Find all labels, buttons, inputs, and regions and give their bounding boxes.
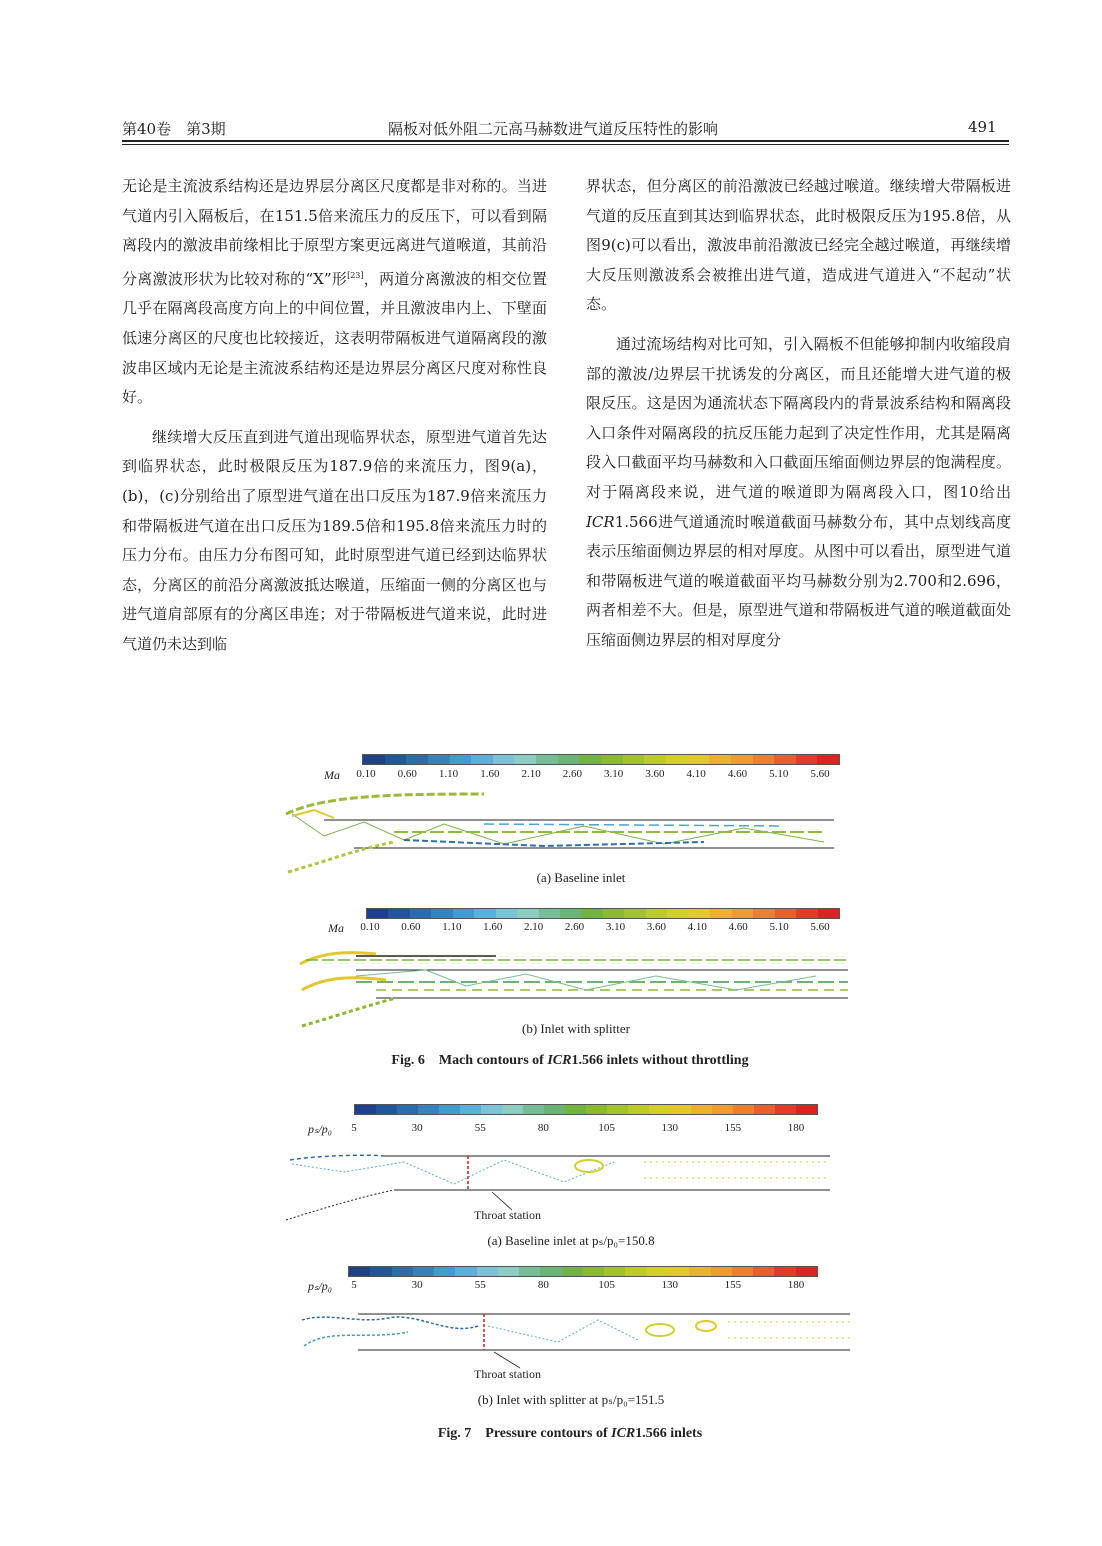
tick-label: 55 [474, 1122, 486, 1134]
header-rule-thick [122, 140, 1009, 142]
tick-label: 30 [411, 1122, 423, 1134]
colorbar-swatch [565, 1105, 586, 1114]
tick-label: 1.60 [480, 768, 500, 780]
tick-label: 80 [537, 1279, 549, 1291]
colorbar-swatch [603, 909, 624, 918]
colorbar-swatch [376, 1105, 397, 1114]
colorbar-swatch [625, 1267, 646, 1276]
colorbar-swatch [817, 755, 839, 764]
running-title: 隔板对低外阻二元高马赫数进气道反压特性的影响 [388, 120, 719, 138]
tick-label: 1.60 [483, 921, 503, 933]
tick-label: 0.10 [356, 768, 376, 780]
tick-label: 2.60 [564, 921, 585, 933]
colorbar-swatch [623, 755, 645, 764]
tick-label: 80 [537, 1122, 549, 1134]
tick-label: 4.10 [687, 921, 707, 933]
throat-label-b: Throat station [474, 1367, 541, 1381]
left-paragraph-1: 无论是主流波系结构还是边界层分离区尺度都是非对称的。当进气道内引入隔板后，在151.5倍来流压力的反压下，可以看到隔离段内的激波串前缘相比于原型方案更远离进气道喉道，其前沿分离激波形状为比较对称的“X”形[23]，两道分离激波的相交位置几乎在隔离段高度方向上的中间位置，并且激波串内上、下壁面低速分离区的尺度也比较接近，这表明带隔板进气道隔离段的激波串区域内无论是主流波系结构还是边界层分离区尺度对称性良好。 [122, 177, 547, 407]
colorbar-swatch [796, 1105, 817, 1114]
journal-volume: 第40卷 第3期 [122, 120, 226, 138]
colorbar-swatch [536, 755, 558, 764]
colorbar-swatch [544, 1105, 565, 1114]
colorbar-swatch [406, 755, 428, 764]
tick-label: 2.10 [524, 921, 544, 933]
tick-label: 4.10 [686, 768, 706, 780]
fig7-caption: Fig. 7 Pressure contours of ICR1.566 inlets [437, 1426, 703, 1441]
mach-label-a: Ma [324, 768, 340, 782]
page-number: 491 [968, 118, 997, 136]
colorbar-swatch [418, 1105, 439, 1114]
colorbar-swatch [711, 1267, 732, 1276]
tick-label: 1.10 [438, 768, 459, 780]
colorbar-swatch [628, 1105, 649, 1114]
colorbar-swatch [644, 755, 666, 764]
colorbar-swatch [558, 755, 580, 764]
pressure-colorbar-a [354, 1104, 818, 1115]
colorbar-swatch [688, 755, 710, 764]
colorbar-swatch [439, 1105, 460, 1114]
colorbar-swatch [753, 909, 774, 918]
colorbar-swatch [579, 755, 601, 764]
tick-label: 3.60 [645, 768, 665, 780]
colorbar-swatch [775, 909, 796, 918]
pressure-ticks-b [351, 1279, 805, 1295]
left-paragraph-2: 继续增大反压直到进气道出现临界状态，原型进气道首先达到临界状态，此时极限反压为187.9倍的来流压力，图9(a)，(b)，(c)分别给出了原型进气道在出口反压为187.9倍来流压力和带隔板进气道在出口反压为189.5倍和195.8倍来流压力时的压力分布。由压力分布图可知，此时原型进气道已经到达临界状态，分离区的前沿分离激波抵达喉道，压缩面一侧的分离区也与进气道肩部原有的分离区串连；对于带隔板进气道来说，此时进气道仍未达到临 [122, 427, 547, 653]
colorbar-swatch [367, 909, 388, 918]
colorbar-swatch [355, 1105, 376, 1114]
mach-ticks-b [360, 921, 830, 937]
mach-label-b: Ma [328, 921, 344, 935]
fig7b-subcaption: (b) Inlet with splitter at pₛ/p₀=151.5 [477, 1392, 665, 1407]
colorbar-swatch [502, 1105, 523, 1114]
tick-label: 155 [724, 1122, 742, 1134]
colorbar-swatch [583, 1267, 604, 1276]
colorbar-swatch [774, 755, 796, 764]
colorbar-swatch [523, 1105, 544, 1114]
pressure-colorbar-b [348, 1266, 818, 1277]
colorbar-swatch [517, 909, 538, 918]
colorbar-swatch [774, 1267, 795, 1276]
tick-label: 0.10 [360, 921, 380, 933]
colorbar-swatch [349, 1267, 370, 1276]
throat-label-a: Throat station [474, 1208, 541, 1222]
colorbar-swatch [646, 909, 667, 918]
colorbar-swatch [733, 1105, 754, 1114]
colorbar-swatch [666, 755, 688, 764]
tick-label: 5 [351, 1122, 357, 1134]
tick-label: 130 [661, 1122, 678, 1134]
pressure-contour-baseline [284, 1148, 832, 1224]
colorbar-swatch [514, 755, 536, 764]
colorbar-swatch [481, 1105, 502, 1114]
colorbar-swatch [647, 1267, 668, 1276]
tick-label: 2.10 [521, 768, 541, 780]
colorbar-swatch [667, 909, 688, 918]
colorbar-swatch [493, 755, 515, 764]
colorbar-swatch [388, 909, 409, 918]
colorbar-swatch [434, 1267, 455, 1276]
colorbar-swatch [413, 1267, 434, 1276]
tick-label: 5.60 [810, 768, 830, 780]
mach-colorbar-b [366, 908, 840, 919]
tick-label: 4.60 [727, 768, 748, 780]
tick-label: 3.10 [604, 768, 624, 780]
tick-label: 155 [724, 1279, 742, 1291]
colorbar-swatch [796, 755, 818, 764]
tick-label: 30 [411, 1279, 423, 1291]
colorbar-swatch [670, 1105, 691, 1114]
colorbar-swatch [709, 755, 731, 764]
colorbar-swatch [624, 909, 645, 918]
colorbar-swatch [455, 1267, 476, 1276]
colorbar-swatch [363, 755, 385, 764]
mach-ticks-a [356, 768, 830, 784]
colorbar-swatch [601, 755, 623, 764]
colorbar-swatch [392, 1267, 413, 1276]
colorbar-swatch [710, 909, 731, 918]
colorbar-swatch [431, 909, 452, 918]
colorbar-swatch [498, 1267, 519, 1276]
colorbar-swatch [471, 755, 493, 764]
tick-label: 105 [598, 1279, 615, 1291]
colorbar-swatch [754, 1105, 775, 1114]
pressure-ticks-a [351, 1122, 805, 1138]
colorbar-swatch [753, 1267, 774, 1276]
colorbar-swatch [649, 1105, 670, 1114]
colorbar-swatch [540, 1267, 561, 1276]
pressure-label-a: pₛ/p₀ [308, 1122, 332, 1136]
colorbar-swatch [818, 909, 839, 918]
tick-label: 130 [661, 1279, 678, 1291]
colorbar-swatch [450, 755, 472, 764]
colorbar-swatch [775, 1105, 796, 1114]
tick-label: 4.60 [728, 921, 748, 933]
tick-label: 55 [474, 1279, 486, 1291]
colorbar-swatch [453, 909, 474, 918]
colorbar-swatch [691, 1105, 712, 1114]
pressure-label-b: pₛ/p₀ [308, 1279, 332, 1293]
left-column [122, 172, 547, 660]
colorbar-swatch [397, 1105, 418, 1114]
colorbar-swatch [460, 1105, 481, 1114]
colorbar-swatch [539, 909, 560, 918]
colorbar-swatch [668, 1267, 689, 1276]
tick-label: 180 [787, 1122, 805, 1134]
citation[interactable]: [23] [347, 270, 364, 280]
tick-label: 105 [598, 1122, 615, 1134]
pressure-contour-splitter [298, 1306, 850, 1370]
fig7a-subcaption: (a) Baseline inlet at pₛ/p₀=150.8 [487, 1233, 655, 1248]
colorbar-swatch [428, 755, 450, 764]
colorbar-swatch [604, 1267, 625, 1276]
colorbar-swatch [519, 1267, 540, 1276]
colorbar-swatch [385, 755, 407, 764]
colorbar-swatch [560, 909, 581, 918]
fig6a-subcaption: (a) Baseline inlet [536, 870, 626, 885]
mach-contour-splitter [296, 940, 848, 1028]
colorbar-swatch [562, 1267, 583, 1276]
colorbar-swatch [607, 1105, 628, 1114]
colorbar-swatch [370, 1267, 391, 1276]
tick-label: 1.10 [442, 921, 462, 933]
right-paragraph-2: 通过流场结构对比可知，引入隔板不但能够抑制内收缩段肩部的激波/边界层干扰诱发的分离区，而且还能增大进气道的极限反压。这是因为通流状态下隔离段内的背景波系结构和隔离段入口条件对隔离段的抗反压能力起到了决定性作用，尤其是隔离段入口截面平均马赫数和入口截面压缩面侧边界层的饱满程度。对于隔离段来说，进气道的喉道即为隔离段入口，图10给出ICR1.566进气道通流时喉道截面马赫数分布，其中点划线高度表示压缩面侧边界层的相对厚度。从图中可以看出，原型进气道和带隔板进气道的喉道截面平均马赫数分别为2.700和2.696，两者相差不大。但是，原型进气道和带隔板进气道的喉道截面处压缩面侧边界层的相对厚度分 [586, 334, 1011, 649]
tick-label: 5.10 [769, 921, 789, 933]
mach-contour-baseline [284, 792, 834, 876]
colorbar-swatch [732, 1267, 753, 1276]
tick-label: 5.60 [810, 921, 830, 933]
colorbar-swatch [689, 909, 710, 918]
colorbar-swatch [753, 755, 775, 764]
header-rule-thin [122, 144, 1009, 145]
tick-label: 5 [351, 1279, 357, 1291]
tick-label: 5.10 [769, 768, 789, 780]
tick-label: 180 [787, 1279, 805, 1291]
colorbar-swatch [474, 909, 495, 918]
colorbar-swatch [796, 1267, 817, 1276]
colorbar-swatch [712, 1105, 733, 1114]
tick-label: 3.10 [605, 921, 626, 933]
colorbar-swatch [689, 1267, 710, 1276]
colorbar-swatch [496, 909, 517, 918]
colorbar-swatch [582, 909, 603, 918]
tick-label: 0.60 [401, 921, 421, 933]
mach-colorbar-a [362, 754, 840, 765]
right-paragraph-1: 界状态，但分离区的前沿激波已经越过喉道。继续增大带隔板进气道的反压直到其达到临界状态，此时极限反压为195.8倍，从图9(c)可以看出，激波串前沿激波已经完全越过喉道，再继续增大反压则激波系会被推出进气道，造成进气道进入“不起动”状态。 [586, 177, 1011, 314]
colorbar-swatch [586, 1105, 607, 1114]
colorbar-swatch [732, 909, 753, 918]
right-column [586, 172, 1011, 656]
colorbar-swatch [796, 909, 817, 918]
colorbar-swatch [731, 755, 753, 764]
colorbar-swatch [477, 1267, 498, 1276]
tick-label: 3.60 [646, 921, 666, 933]
fig6b-subcaption: (b) Inlet with splitter [522, 1021, 630, 1036]
tick-label: 0.60 [397, 768, 417, 780]
colorbar-swatch [410, 909, 431, 918]
fig6-caption: Fig. 6 Mach contours of ICR1.566 inlets without throttling [391, 1053, 749, 1068]
tick-label: 2.60 [562, 768, 582, 780]
